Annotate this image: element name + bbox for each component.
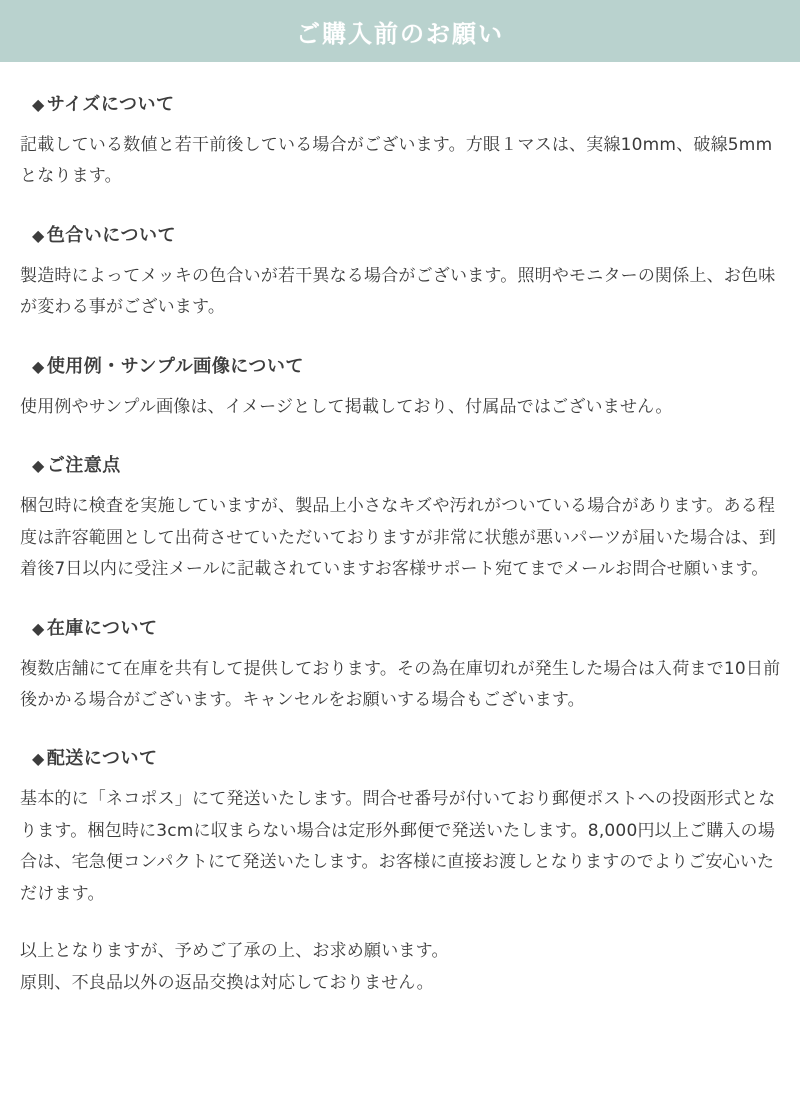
section-heading-label: 在庫について (46, 617, 158, 639)
closing-note (20, 936, 782, 999)
section-size (18, 90, 782, 193)
diamond-bullet-icon: ◆ (32, 225, 45, 245)
diamond-bullet-icon: ◆ (32, 356, 45, 376)
section-heading (32, 614, 782, 640)
page-header-band (0, 0, 800, 62)
diamond-bullet-icon: ◆ (32, 456, 45, 476)
section-heading-label: 色合いについて (46, 224, 176, 246)
page-title: ご購入前のお願い (296, 19, 504, 48)
closing-line-2: 原則、不良品以外の返品交換は対応しておりません。 (20, 972, 434, 993)
section-body: 製造時によってメッキの色合いが若干異なる場合がございます。照明やモニターの関係上、お色味が変わる事がございます。 (20, 265, 776, 318)
section-shipping (18, 744, 782, 910)
section-body: 梱包時に検査を実施していますが、製品上小さなキズや汚れがついている場合があります。ある程度は許容範囲として出荷させていただいておりますが非常に状態が悪いパーツが届いた場合は、到着後7日以内に受注メールに記載されていますお客様サポート宛てまでメールお問合せ願います。 (20, 496, 777, 580)
closing-line-1: 以上となりますが、予めご了承の上、お求め願います。 (20, 941, 449, 962)
section-cautions (18, 451, 782, 585)
section-body: 基本的に「ネコポス」にて発送いたします。問合せ番号が付いており郵便ポストへの投函形式となります。梱包時に3cmに収まらない場合は定形外郵便で発送いたします。8,000円以上ご購入の場合は、宅急便コンパクトにて発送いたします。お客様に直接お渡しとなりますのでよりご安心いただけます。 (20, 789, 776, 904)
section-heading-label: 配送について (46, 748, 158, 770)
section-body: 複数店舗にて在庫を共有して提供しております。その為在庫切れが発生した場合は入荷まで10日前後かかる場合がございます。キャンセルをお願いする場合もございます。 (20, 658, 781, 710)
section-heading-label: サイズについて (46, 94, 175, 115)
diamond-bullet-icon: ◆ (32, 618, 45, 638)
section-stock (18, 614, 782, 717)
diamond-bullet-icon: ◆ (32, 95, 45, 114)
section-heading (32, 451, 782, 477)
section-heading-label: ご注意点 (46, 455, 121, 477)
section-heading (32, 90, 782, 116)
section-body: 記載している数値と若干前後している場合がございます。方眼１マスは、実線10mm、破線5mmとなります。 (20, 135, 773, 187)
section-sample-image (18, 352, 782, 423)
section-heading (32, 352, 782, 378)
section-body: 使用例やサンプル画像は、イメージとして掲載しており、付属品ではございません。 (20, 396, 673, 417)
diamond-bullet-icon: ◆ (32, 749, 45, 769)
section-heading (32, 744, 782, 770)
section-color (18, 221, 782, 324)
section-heading (32, 221, 782, 247)
content-area (0, 90, 800, 999)
section-heading-label: 使用例・サンプル画像について (46, 355, 304, 377)
